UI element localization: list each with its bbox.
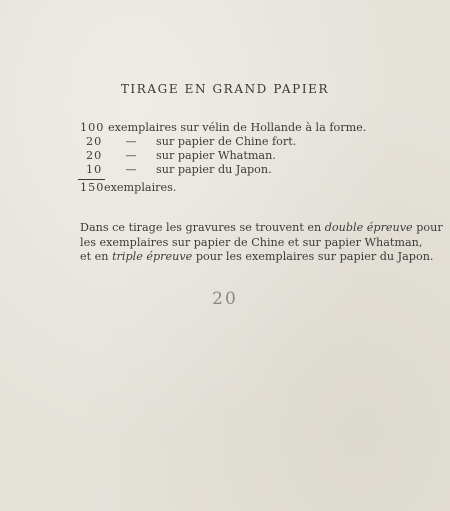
- total-count: 150: [80, 181, 105, 194]
- edition-label: sur papier du Japon.: [156, 163, 272, 176]
- paragraph-emphasis: double épreuve: [324, 221, 413, 234]
- paragraph-line-1: [80, 221, 443, 236]
- ditto-dash: —: [125, 163, 137, 176]
- edition-label: sur papier Whatman.: [156, 149, 276, 162]
- page-number: 20: [212, 289, 238, 309]
- paragraph-emphasis: triple épreuve: [112, 250, 193, 263]
- edition-row-chine: [80, 135, 296, 148]
- paragraph-text: et en: [80, 250, 113, 263]
- edition-total: [80, 181, 176, 194]
- page-title: TIRAGE EN GRAND PAPIER: [120, 82, 330, 96]
- edition-count: 10: [86, 163, 103, 176]
- paragraph-text: pour les exemplaires sur papier du Japon.: [192, 250, 434, 263]
- edition-row-hollande: [80, 121, 366, 134]
- edition-row-whatman: [80, 149, 276, 162]
- edition-label: exemplaires sur vélin de Hollande à la forme.: [108, 121, 367, 134]
- edition-count: 100: [80, 121, 105, 134]
- ditto-dash: —: [125, 135, 137, 148]
- paragraph-text: pour: [412, 221, 443, 234]
- edition-count: 20: [86, 135, 103, 148]
- paragraph-text: Dans ce tirage les gravures se trouvent en: [80, 221, 325, 234]
- paragraph-line-2: les exemplaires sur papier de Chine et sur papier Whatman,: [80, 235, 423, 249]
- edition-count: 20: [86, 149, 103, 162]
- edition-label: sur papier de Chine fort.: [156, 135, 297, 148]
- paragraph-line-3: [80, 250, 434, 265]
- ditto-dash: —: [125, 149, 137, 162]
- edition-row-japon: [80, 163, 272, 176]
- total-label: exemplaires.: [104, 181, 177, 194]
- sum-rule: [78, 179, 105, 180]
- note-paragraph: [80, 221, 443, 265]
